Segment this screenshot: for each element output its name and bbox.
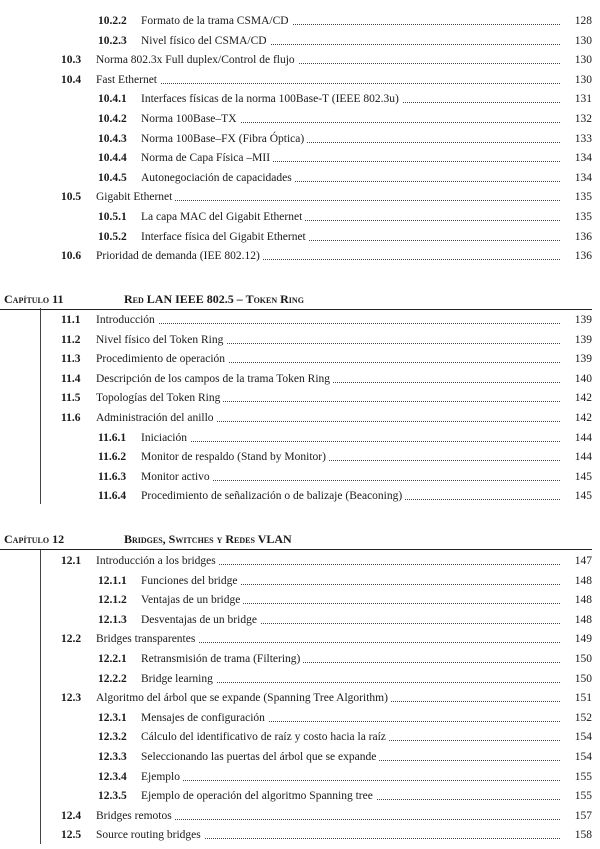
entry-title: Retransmisión de trama (Filtering) xyxy=(141,651,303,667)
entry-title: Fast Ethernet xyxy=(96,72,160,88)
dot-leader xyxy=(141,441,560,442)
toc-entry[interactable] xyxy=(0,808,600,824)
entry-number: 11.6.1 xyxy=(98,431,127,444)
chapter-title: Bridges, Switches y Redes VLAN xyxy=(124,532,292,546)
entry-title: Monitor activo xyxy=(141,469,213,485)
entry-title: Gigabit Ethernet xyxy=(96,189,175,205)
toc-entry[interactable] xyxy=(0,13,600,29)
entry-number: 12.3.1 xyxy=(98,711,127,724)
toc-entry[interactable] xyxy=(0,91,600,107)
entry-title: Bridge learning xyxy=(141,671,216,687)
entry-number: 12.3.3 xyxy=(98,751,127,763)
entry-page: 142 xyxy=(574,412,592,424)
entry-number: 12.1.3 xyxy=(98,613,127,626)
entry-title: Algoritmo del árbol que se expande (Spanning Tree Algorithm) xyxy=(96,690,391,706)
entry-title: Introducción a los bridges xyxy=(96,553,219,569)
entry-page: 154 xyxy=(574,751,592,763)
toc-entry[interactable] xyxy=(0,189,600,205)
chapter-rule xyxy=(0,549,592,550)
entry-page: 148 xyxy=(574,574,592,587)
entry-title: Ejemplo de operación del algoritmo Spanning tree xyxy=(141,788,376,804)
toc-entry[interactable] xyxy=(0,469,600,485)
entry-number: 10.4.5 xyxy=(98,171,127,184)
entry-number: 11.5 xyxy=(61,392,81,405)
entry-number: 11.4 xyxy=(61,372,81,385)
entry-title: Administración del anillo xyxy=(96,410,217,426)
entry-page: 136 xyxy=(574,250,592,263)
entry-title: Norma de Capa Física –MII xyxy=(141,150,273,166)
entry-title: Nivel físico del Token Ring xyxy=(96,332,226,348)
toc-entry[interactable] xyxy=(0,592,600,608)
chapter-label: Capítulo 11 xyxy=(4,292,64,306)
entry-page: 150 xyxy=(574,653,592,665)
toc-entry[interactable] xyxy=(0,788,600,804)
entry-page: 140 xyxy=(574,372,592,385)
entry-page: 147 xyxy=(574,555,592,567)
entry-number: 10.5.1 xyxy=(98,211,127,223)
entry-title: Bridges transparentes xyxy=(96,631,198,647)
toc-entry[interactable] xyxy=(0,72,600,88)
toc-entry[interactable] xyxy=(0,111,600,127)
toc-entry[interactable] xyxy=(0,312,600,328)
entry-page: 128 xyxy=(574,15,592,27)
toc-entry[interactable] xyxy=(0,390,600,406)
toc-entry[interactable] xyxy=(0,573,600,589)
entry-title: Introducción xyxy=(96,312,158,328)
entry-page: 151 xyxy=(574,692,592,705)
entry-title: Norma 100Base–TX xyxy=(141,111,240,127)
entry-number: 12.1.1 xyxy=(98,574,127,587)
entry-page: 155 xyxy=(574,790,592,803)
toc-entry[interactable] xyxy=(0,449,600,465)
toc-entry[interactable] xyxy=(0,248,600,264)
entry-number: 12.3.4 xyxy=(98,770,127,783)
entry-title: Seleccionando las puertas del árbol que se expande xyxy=(141,749,379,765)
entry-title: Nivel físico del CSMA/CD xyxy=(141,33,270,49)
entry-page: 157 xyxy=(574,809,592,822)
toc-entry[interactable] xyxy=(0,209,600,225)
toc-entry[interactable] xyxy=(0,33,600,49)
toc-entry[interactable] xyxy=(0,749,600,765)
toc-entry[interactable] xyxy=(0,690,600,706)
toc-entry[interactable] xyxy=(0,612,600,628)
toc-entry[interactable] xyxy=(0,332,600,348)
entry-page: 132 xyxy=(574,113,592,125)
entry-number: 10.4.2 xyxy=(98,113,127,125)
entry-number: 10.4.4 xyxy=(98,152,127,165)
entry-page: 130 xyxy=(574,34,592,47)
entry-number: 11.6.4 xyxy=(98,490,127,503)
entry-number: 11.3 xyxy=(61,353,81,366)
entry-number: 10.5.2 xyxy=(98,230,127,243)
entry-number: 11.6 xyxy=(61,412,81,424)
entry-page: 134 xyxy=(574,152,592,165)
chapter-title: Red LAN IEEE 802.5 – Token Ring xyxy=(124,292,304,306)
entry-page: 136 xyxy=(574,230,592,243)
toc-entry[interactable] xyxy=(0,430,600,446)
entry-title: Desventajas de un bridge xyxy=(141,612,260,628)
entry-page: 144 xyxy=(574,451,592,464)
entry-page: 148 xyxy=(574,613,592,626)
entry-title: Interfaces físicas de la norma 100Base-T (IEEE 802.3u) xyxy=(141,91,402,107)
entry-number: 10.5 xyxy=(61,191,82,204)
entry-number: 10.2.3 xyxy=(98,34,127,47)
entry-title: Norma 802.3x Full duplex/Control de flujo xyxy=(96,52,298,68)
dot-leader xyxy=(96,323,560,324)
entry-number: 10.6 xyxy=(61,250,82,263)
entry-page: 144 xyxy=(574,431,592,444)
entry-page: 152 xyxy=(574,711,592,724)
entry-number: 12.2 xyxy=(61,633,82,646)
toc-entry[interactable] xyxy=(0,351,600,367)
entry-title: Ejemplo xyxy=(141,769,183,785)
entry-page: 158 xyxy=(574,829,592,842)
entry-number: 12.4 xyxy=(61,809,82,822)
dot-leader xyxy=(96,83,560,84)
entry-number: 12.3.5 xyxy=(98,790,127,803)
entry-title: Monitor de respaldo (Stand by Monitor) xyxy=(141,449,329,465)
entry-page: 131 xyxy=(574,93,592,106)
toc-entry[interactable] xyxy=(0,52,600,68)
entry-page: 145 xyxy=(574,490,592,503)
entry-page: 135 xyxy=(574,211,592,223)
entry-number: 12.3 xyxy=(61,692,82,705)
toc-entry[interactable] xyxy=(0,170,600,186)
toc-entry[interactable] xyxy=(0,631,600,647)
toc-entry[interactable] xyxy=(0,371,600,387)
toc-entry[interactable] xyxy=(0,769,600,785)
entry-title: Interface física del Gigabit Ethernet xyxy=(141,229,309,245)
entry-title: Iniciación xyxy=(141,430,190,446)
chapter-heading[interactable] xyxy=(0,290,600,308)
entry-number: 10.3 xyxy=(61,54,82,67)
entry-title: Bridges remotos xyxy=(96,808,175,824)
entry-number: 10.2.2 xyxy=(98,15,127,27)
section-rule xyxy=(40,308,41,504)
entry-page: 139 xyxy=(574,333,592,346)
dot-leader xyxy=(141,780,560,781)
entry-page: 142 xyxy=(574,392,592,405)
entry-number: 12.1 xyxy=(61,555,82,567)
entry-title: Cálculo del identificativo de raíz y costo hacia la raíz xyxy=(141,729,389,745)
entry-page: 135 xyxy=(574,191,592,204)
entry-number: 12.2.1 xyxy=(98,653,127,665)
toc-entry[interactable] xyxy=(0,410,600,426)
entry-number: 12.2.2 xyxy=(98,672,127,685)
entry-number: 11.1 xyxy=(61,314,81,326)
chapter-heading[interactable] xyxy=(0,530,600,548)
entry-page: 150 xyxy=(574,672,592,685)
entry-page: 130 xyxy=(574,54,592,67)
entry-number: 12.5 xyxy=(61,829,82,842)
entry-title: Funciones del bridge xyxy=(141,573,240,589)
entry-title: Procedimiento de operación xyxy=(96,351,228,367)
toc-entry[interactable] xyxy=(0,710,600,726)
entry-title: Norma 100Base–FX (Fibra Óptica) xyxy=(141,131,307,147)
entry-page: 148 xyxy=(574,594,592,607)
entry-title: Topologías del Token Ring xyxy=(96,390,223,406)
toc-entry[interactable] xyxy=(0,671,600,687)
entry-title: Formato de la trama CSMA/CD xyxy=(141,13,292,29)
entry-title: Descripción de los campos de la trama Token Ring xyxy=(96,371,333,387)
entry-page: 133 xyxy=(574,132,592,145)
entry-number: 10.4.1 xyxy=(98,93,127,106)
entry-page: 155 xyxy=(574,770,592,783)
toc-entry[interactable] xyxy=(0,827,600,843)
chapter-label: Capítulo 12 xyxy=(4,532,65,546)
entry-page: 154 xyxy=(574,731,592,744)
entry-title: Prioridad de demanda (IEE 802.12) xyxy=(96,248,263,264)
entry-number: 11.6.2 xyxy=(98,451,127,464)
entry-title: Autonegociación de capacidades xyxy=(141,170,295,186)
entry-title: Source routing bridges xyxy=(96,827,204,843)
toc-entry[interactable] xyxy=(0,229,600,245)
entry-page: 139 xyxy=(574,314,592,326)
entry-page: 145 xyxy=(574,470,592,483)
entry-title: Ventajas de un bridge xyxy=(141,592,243,608)
entry-page: 139 xyxy=(574,353,592,366)
chapter-rule xyxy=(0,309,592,310)
entry-title: Mensajes de configuración xyxy=(141,710,268,726)
entry-number: 11.6.3 xyxy=(98,470,127,483)
entry-title: La capa MAC del Gigabit Ethernet xyxy=(141,209,305,225)
entry-number: 12.1.2 xyxy=(98,594,127,607)
entry-number: 10.4 xyxy=(61,73,82,86)
toc-entry[interactable] xyxy=(0,553,600,569)
entry-number: 12.3.2 xyxy=(98,731,127,744)
toc-entry[interactable] xyxy=(0,488,600,504)
entry-title: Procedimiento de señalización o de balizaje (Beaconing) xyxy=(141,488,405,504)
entry-page: 130 xyxy=(574,73,592,86)
toc-entry[interactable] xyxy=(0,651,600,667)
toc-entry[interactable] xyxy=(0,131,600,147)
entry-page: 149 xyxy=(574,633,592,646)
entry-page: 134 xyxy=(574,171,592,184)
toc-entry[interactable] xyxy=(0,729,600,745)
section-rule xyxy=(40,550,41,844)
toc-entry[interactable] xyxy=(0,150,600,166)
entry-number: 11.2 xyxy=(61,333,81,346)
entry-number: 10.4.3 xyxy=(98,132,127,145)
